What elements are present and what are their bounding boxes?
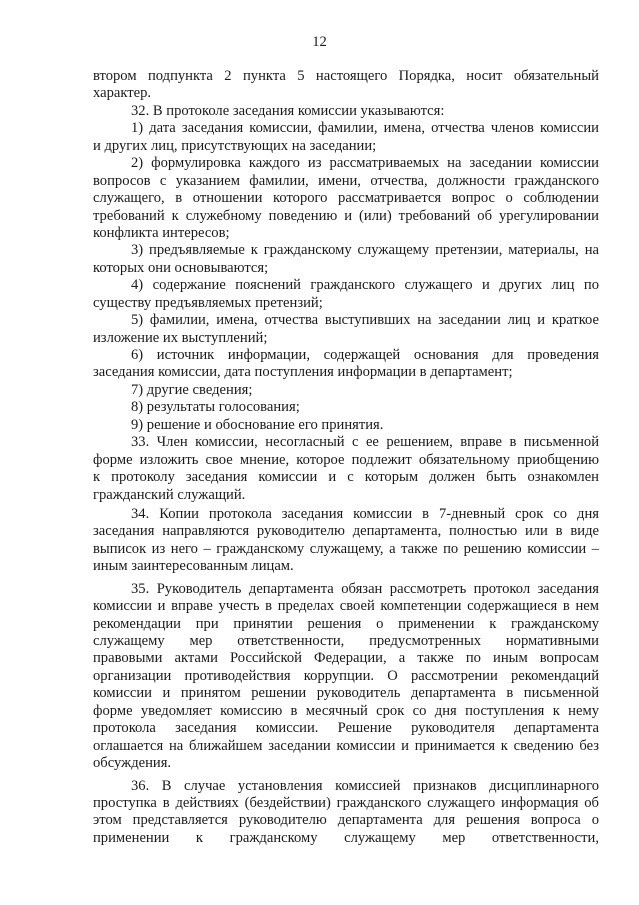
text-line: и других лиц, присутствующих на заседании; — [93, 137, 377, 154]
text-line: применении к гражданскому служащему мер ответственности, — [93, 829, 599, 846]
text-line: 36. В случае установления комиссией признаков дисциплинарного — [131, 777, 599, 794]
text-line: правовыми актами Российской Федерации, а также по иным вопросам — [93, 650, 599, 667]
text-line: иным заинтересованным лицам. — [93, 558, 294, 575]
text-line: рекомендации при принятии решения о применении к гражданскому — [93, 615, 599, 632]
text-line: 8) результаты голосования; — [131, 399, 300, 416]
text-line: 1) дата заседания комиссии, фамилии, имена, отчества членов комиссии — [131, 120, 599, 137]
text-line: организации противодействия коррупции. О рассмотрении рекомендаций — [93, 667, 599, 684]
text-line: проступка в действиях (бездействии) гражданского служащего информация об — [93, 794, 599, 811]
text-line: 34. Копии протокола заседания комиссии в 7-дневный срок со дня — [131, 505, 599, 522]
text-line: конфликта интересов; — [93, 224, 230, 241]
text-line: втором подпункта 2 пункта 5 настоящего Порядка, носит обязательный — [93, 68, 599, 84]
text-line: 35. Руководитель департамента обязан рассмотреть протокол заседания — [131, 580, 599, 597]
text-line: 33. Член комиссии, несогласный с ее решением, вправе в письменной — [131, 434, 599, 451]
text-line: 5) фамилии, имена, отчества выступивших на заседании лиц и краткое — [131, 312, 599, 329]
text-line: существу предъявляемых претензий; — [93, 294, 323, 311]
text-line: служащему мер ответственности, предусмотренных нормативными — [93, 633, 599, 649]
text-line: заседания комиссии, дата поступления информации в департамент; — [93, 364, 513, 381]
text-line: требований к служебному поведению и (или) требований об урегулировании — [93, 207, 599, 224]
text-line: комиссии и вправе учесть в пределах своей компетенции содержащиеся в нем — [93, 598, 599, 615]
text-line: гражданский служащий. — [93, 486, 246, 503]
text-line: обсуждения. — [93, 755, 172, 772]
text-line: 2) формулировка каждого из рассматриваемых на заседании комиссии — [131, 155, 599, 172]
text-line: форме изложить свое мнение, которое подлежит обязательному приобщению — [93, 451, 599, 468]
text-line: изложение их выступлений; — [93, 329, 268, 346]
text-line: комиссии и принятом решении руководитель департамента в письменной — [93, 685, 599, 702]
document-text — [93, 68, 599, 847]
text-line: которых они основываются; — [93, 259, 269, 276]
text-line: выписок из него – гражданскому служащему, а также по решению комиссии – — [93, 540, 599, 557]
text-line: 3) предъявляемые к гражданскому служащему претензии, материалы, на — [131, 242, 599, 259]
text-line: 7) другие сведения; — [131, 381, 253, 398]
text-line: протокола заседания комиссии. Решение руководителя департамента — [93, 720, 599, 737]
text-line: форме уведомляет комиссию в месячный срок со дня поступления к нему — [93, 702, 599, 719]
text-line: этом представляется руководителю департамента для решения вопроса о — [93, 812, 599, 829]
text-line: 9) решение и обоснование его принятия. — [131, 416, 384, 433]
text-line: 6) источник информации, содержащей основания для проведения — [131, 347, 599, 363]
text-line: служащего, в отношении которого рассматривается вопрос о соблюдении — [93, 190, 599, 207]
text-line: 4) содержание пояснений гражданского служащего и других лиц по — [131, 277, 599, 294]
text-line: 32. В протоколе заседания комиссии указываются: — [131, 102, 445, 119]
text-line: вопросов с указанием фамилии, имени, отчества, должности гражданского — [93, 172, 599, 189]
text-line: к протоколу заседания комиссии и с которым должен быть ознакомлен — [93, 469, 599, 486]
text-line: заседания направляются руководителю департамента, полностью или в виде — [93, 523, 599, 540]
text-line: характер. — [93, 85, 152, 102]
page-number: 12 — [312, 34, 327, 50]
text-line: оглашается на ближайшем заседании комиссии и принимается к сведению без — [93, 737, 599, 754]
